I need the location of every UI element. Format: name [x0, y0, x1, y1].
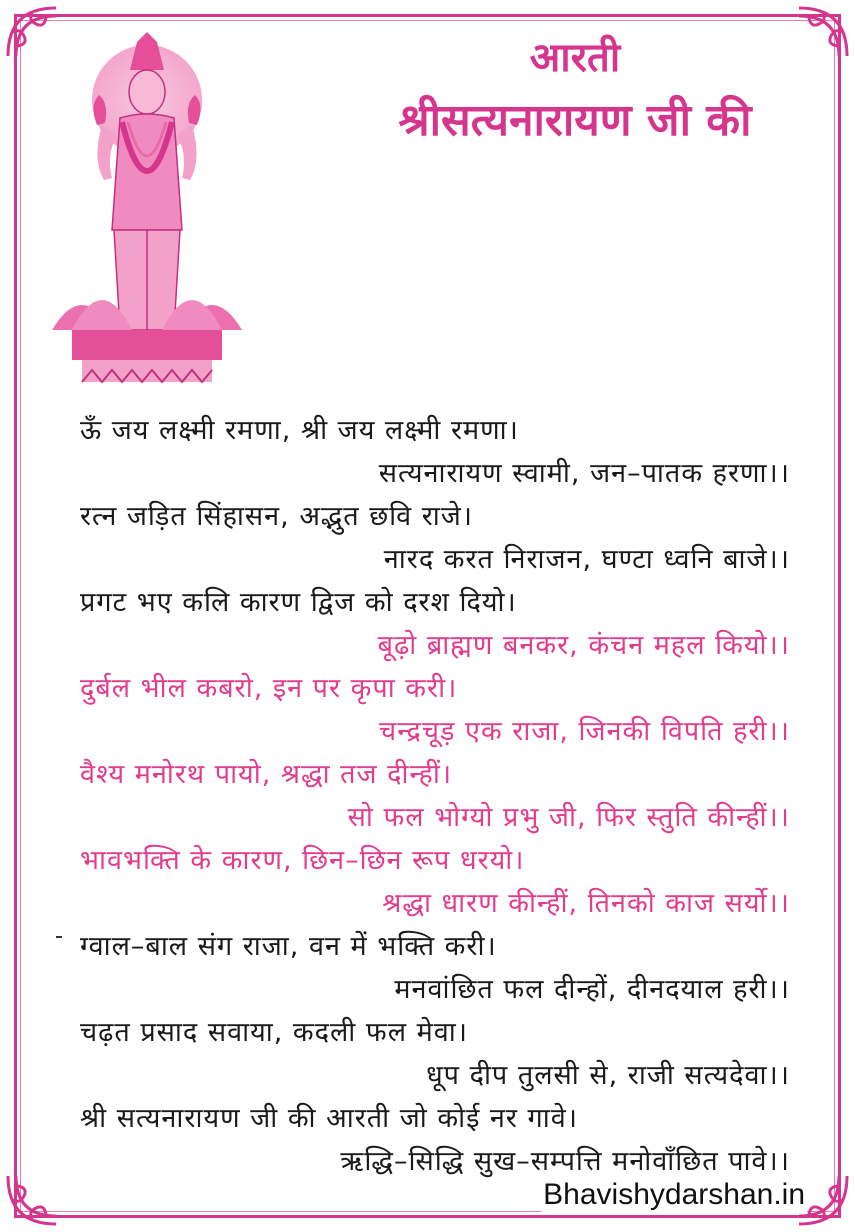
deity-illustration — [42, 30, 252, 390]
verse-line: ग्वाल–बाल संग राजा, वन में भक्ति करी। — [80, 931, 497, 962]
verse-line: भावभक्ति के कारण, छिन–छिन रूप धरयो। — [80, 845, 525, 876]
verse-line: सत्यनारायण स्वामी, जन–पातक हरणा।। — [378, 458, 790, 489]
corner-ornament-icon — [793, 2, 853, 62]
verse-line: दुर्बल भील कबरो, इन पर कृपा करी। — [80, 673, 458, 704]
verse-line: सो फल भोग्यो प्रभु जी, फिर स्तुति कीन्हीं।। — [347, 802, 790, 833]
verse-line: धूप दीप तुलसी से, राजी सत्यदेवा।। — [426, 1060, 790, 1091]
verse-line: बूढ़ो ब्राह्मण बनकर, कंचन महल कियो।। — [377, 630, 790, 661]
corner-ornament-icon — [2, 1170, 62, 1230]
verse-line: चन्द्रचूड़ एक राजा, जिनकी विपति हरी।। — [379, 716, 790, 747]
page-title: आरती — [529, 35, 621, 81]
verse-line: नारद करत निराजन, घण्टा ध्वनि बाजे।। — [383, 544, 790, 575]
watermark-url: Bhavishydarshan.in — [543, 1178, 805, 1211]
verse-line: रत्न जड़ित सिंहासन, अद्भुत छवि राजे। — [80, 501, 474, 532]
verse-line: चढ़त प्रसाद सवाया, कदली फल मेवा। — [80, 1017, 468, 1048]
verse-line: ऋद्धि–सिद्धि सुख–सम्पत्ति मनोवाँछित पावे।। — [340, 1146, 790, 1177]
verse-line: मनवांछित फल दीन्हों, दीनदयाल हरी।। — [394, 974, 790, 1005]
stray-mark — [56, 936, 62, 938]
verse-line: श्री सत्यनारायण जी की आरती जो कोई नर गावे। — [80, 1103, 578, 1134]
verse-line: वैश्य मनोरथ पायो, श्रद्धा तज दीन्हीं। — [80, 759, 453, 790]
verse-line: श्रद्धा धारण कीन्हीं, तिनको काज सर्यो।। — [382, 888, 790, 919]
page-subtitle: श्रीसत्यनारायण जी की — [398, 95, 752, 146]
verse-line: ऊँ जय लक्ष्मी रमणा, श्री जय लक्ष्मी रमणा। — [80, 415, 519, 446]
verse-line: प्रगट भए कलि कारण द्विज को दरश दियो। — [80, 587, 517, 618]
